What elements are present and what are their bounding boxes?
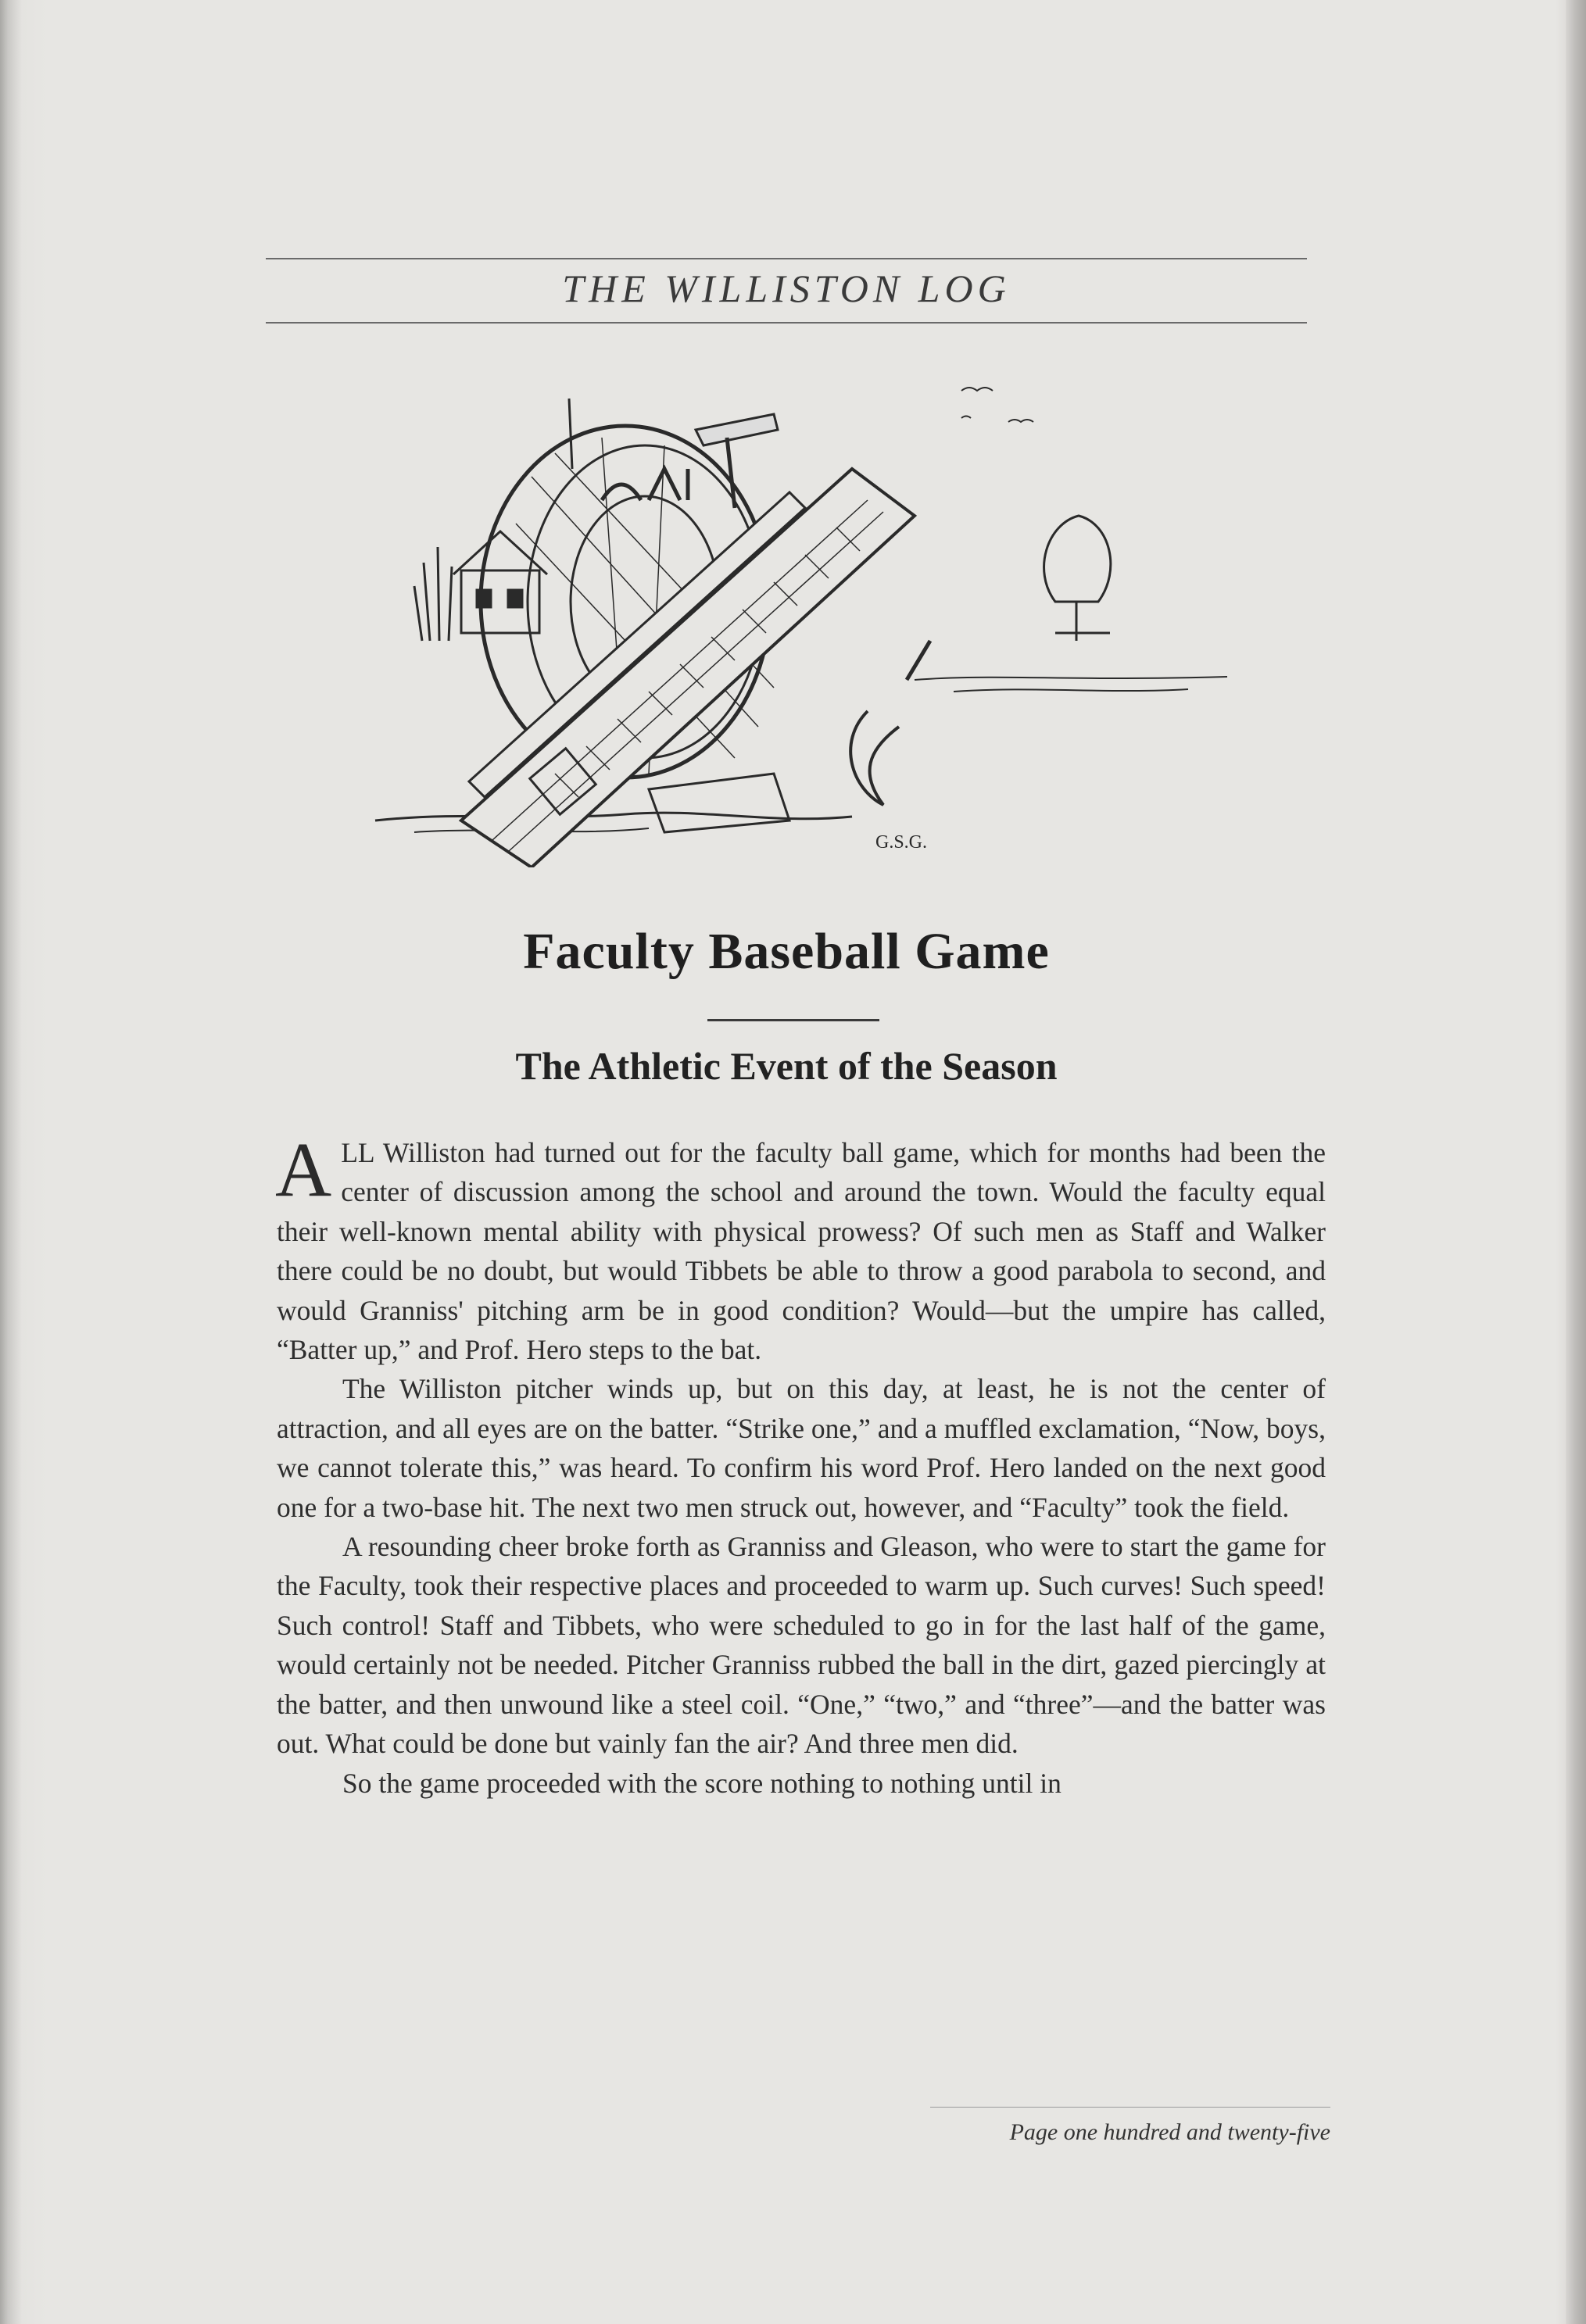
paragraph-4: So the game proceeded with the score nothing to nothing until in [342,1767,1062,1799]
running-head: THE WILLISTON LOG [562,266,1011,310]
paragraph-1 [275,1126,1326,1369]
footer-rule [930,2107,1330,2108]
page-edge-shadow [1566,0,1586,2324]
paragraph-3: A resounding cheer broke forth as Granniss and Gleason, who were to start the game for the Faculty, took their respective places and proceeded to warm up. Such curves! Such speed! Such control! Staff and Tibbets, who were scheduled to go in for the last half of the game, would certainly not be needed. Pitcher Granniss rubbed the ball in the dirt, gazed piercingly at the batter, and then unwound like a steel coil. “One,” “two,” and “three”—and the batter was out. What could be done but vainly fan the air? And three men did. [277,1531,1326,1760]
article-title: Faculty Baseball Game [523,923,1050,980]
title-divider [707,1019,879,1021]
illustration-signature: G.S.G. [875,832,928,853]
grindstone-illustration [367,383,1243,867]
header-bottom-rule [266,322,1307,324]
article-body [275,1126,1326,1803]
page-number-label: Page one hundred and twenty-five [1009,2119,1330,2145]
drop-cap: A [275,1126,332,1213]
article-subtitle: The Athletic Event of the Season [515,1044,1058,1088]
paragraph-2: The Williston pitcher winds up, but on this day, at least, he is not the center of attraction, and all eyes are on the batter. “Strike one,” and a muffled exclamation, “Now, boys, we cannot tolerate this,” was heard. To confirm his word Prof. Hero landed on the next good one for a two-base hit. The next two men struck out, however, and “Faculty” took the field. [277,1373,1326,1523]
header-top-rule [266,258,1307,259]
paragraph-1-text: LL Williston had turned out for the faculty ball game, which for months had been the center of discussion among the school and around the town. Would the faculty equal their well-known mental ability with physical prowess? Of such men as Staff and Walker there could be no doubt, but would Tibbets be able to throw a good parabola to second, and would Granniss' pitching arm be in good condition? Would—but the umpire has called, “Batter up,” and Prof. Hero steps to the bat. [277,1137,1326,1366]
